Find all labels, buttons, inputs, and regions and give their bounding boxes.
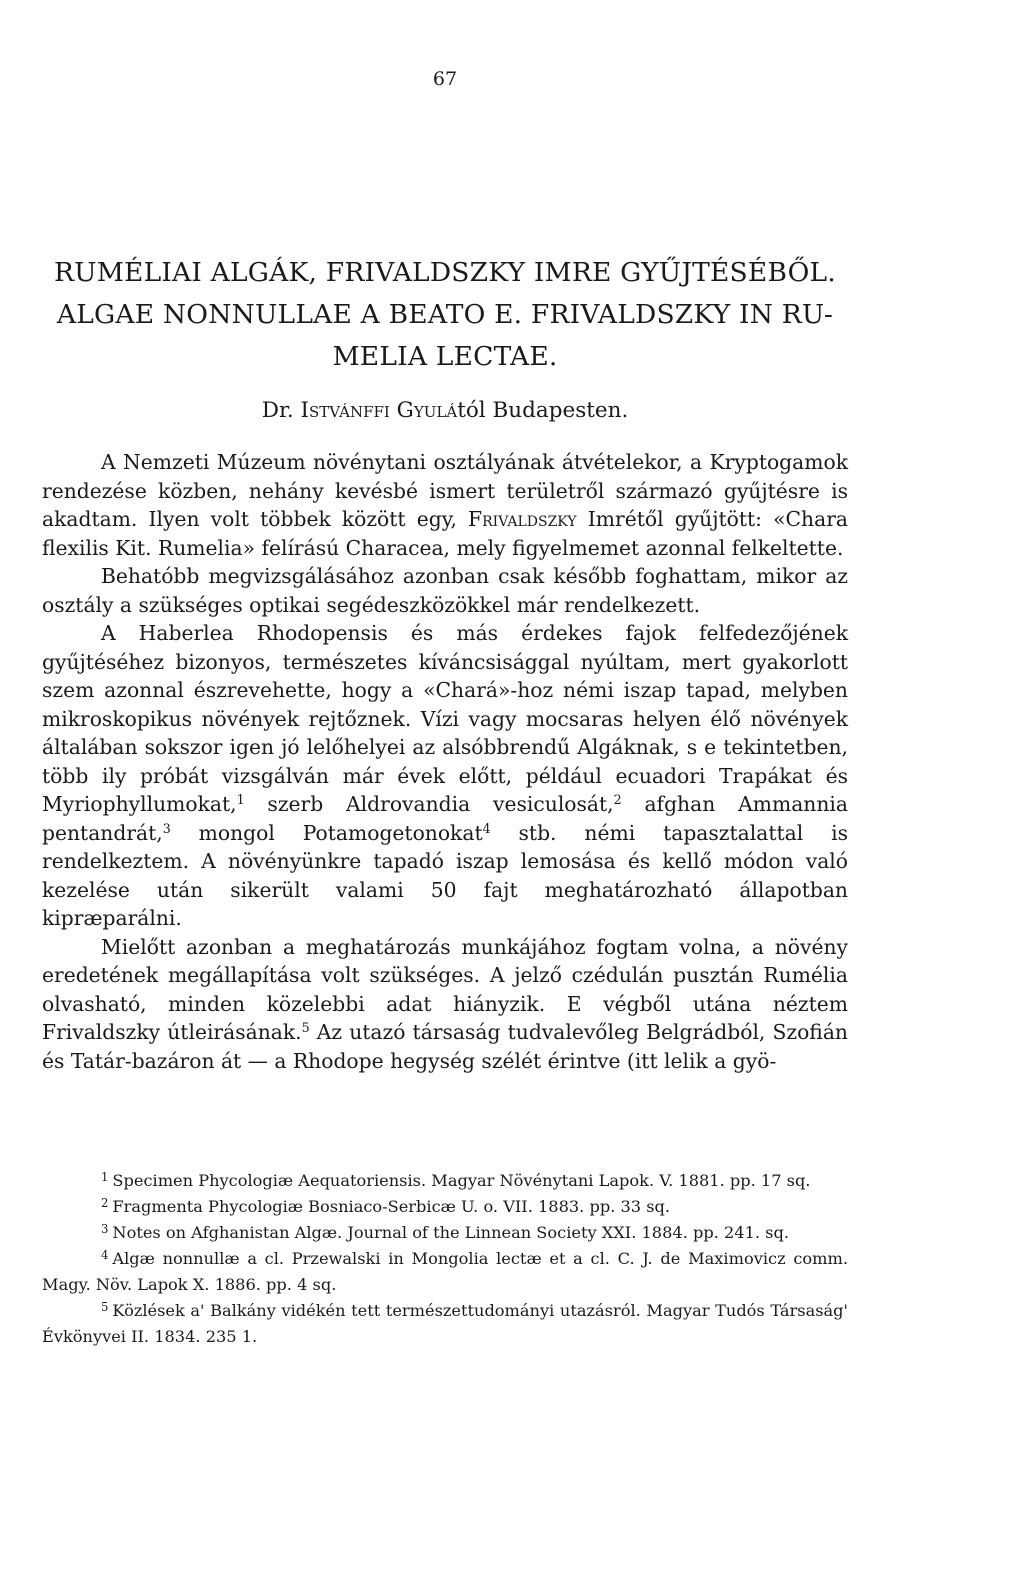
footnote-ref-5[interactable]: 5	[301, 1020, 310, 1036]
footnote-2	[42, 1194, 848, 1220]
author-given-name: Gyulá	[396, 398, 458, 423]
paragraph-1	[42, 448, 848, 562]
footnote-text: Notes on Afghanistan Algæ. Journal of the Linnean Society XXI. 1884. pp. 241. sq.	[112, 1223, 790, 1242]
footnote-ref-4[interactable]: 4	[482, 820, 491, 836]
author-line	[42, 398, 848, 423]
author-suffix: tól Budapesten.	[457, 398, 629, 423]
article-body	[42, 448, 848, 1075]
paragraph-1-text-b: Imrétől gyűjtött: «Chara flexilis Kit. Rumelia» felírású Characea, mely figyelmemet azonnal felkeltette.	[42, 507, 848, 560]
page-number: 67	[432, 68, 458, 90]
title-line-2: ALGAE NONNULLAE A BEATO E. FRIVALDSZKY IN RU-	[56, 299, 834, 330]
title-line-3: MELIA LECTAE.	[332, 341, 558, 372]
author-surname: Istvánffi	[300, 398, 390, 423]
title-line-1: RUMÉLIAI ALGÁK, FRIVALDSZKY IMRE GYŰJTÉSÉBŐL.	[54, 257, 836, 288]
paragraph-3-text-b: szerb Aldrovandia vesiculosát,	[244, 792, 614, 816]
paragraph-2: Behatóbb megvizsgálásához azonban csak később foghattam, mikor az osztály a szükséges optikai segédeszközökkel már rendelkezett.	[42, 564, 848, 617]
paragraph-1-name: Frivaldszky	[468, 507, 577, 531]
footnote-mark: 4	[101, 1247, 109, 1262]
footnote-mark: 1	[101, 1169, 109, 1184]
article-title	[42, 252, 848, 378]
paragraph-3-text-d: mongol Potamogetonokat	[170, 820, 483, 845]
paragraph-3-text-a: A Haberlea Rhodopensis és más érdekes fajok felfedezőjének gyűjtéséhez bizonyos, természetes kíváncsisággal nyúltam, mert gyakorlott szem azonnal észrevehette, hogy a «Chará»-hoz némi iszap tapad, melyben mikroskopikus növények rejtőznek. Vízi vagy mocsaras helyen élő növények általában sokszor igen jó lelőhelyei az alsóbbrendű Algáknak, s e tekintetben, több ily próbát vizsgálván már évek előtt, például ecuadori Trapákat és Myriophyllumokat,	[42, 621, 848, 816]
paragraph-3-text-e: stb. némi tapasztalattal is rendelkeztem. A növényünkre tapadó iszap lemosása és kellő módon való kezelése után sikerült valami 50 fajt meghatározható állapotban kipræparálni.	[42, 820, 848, 930]
footnote-ref-1[interactable]: 1	[236, 792, 245, 808]
footnote-1	[42, 1168, 848, 1194]
footnote-text: Fragmenta Phycologiæ Bosniaco-Serbicæ U. o. VII. 1883. pp. 33 sq.	[112, 1197, 671, 1216]
footnote-text: Specimen Phycologiæ Aequatoriensis. Magyar Növénytani Lapok. V. 1881. pp. 17 sq.	[112, 1171, 811, 1190]
footnote-text: Közlések a' Balkány vidékén tett természettudományi utazásról. Magyar Tudós Társaság' Évkönyvei II. 1834. 235 1.	[42, 1301, 848, 1346]
author-prefix: Dr.	[261, 398, 301, 423]
paragraph-4-text-b: Az utazó társaság tudvalevőleg Belgrádból, Szofián és Tatár-bazáron át — a Rhodope hegység szélét érintve (itt lelik a gyö-	[42, 1020, 848, 1073]
paragraph-3	[42, 619, 848, 933]
paragraph-4-text-a: Mielőtt azonban a meghatározás munkájához fogtam volna, a növény eredetének megállapítása volt szükséges. A jelző czédulán pusztán Rumélia olvasható, minden közelebbi adat hiányzik. E végből utána néztem Frivaldszky útleirásának.	[42, 934, 848, 1044]
paragraph-4	[42, 933, 848, 1076]
footnotes	[42, 1168, 848, 1350]
footnote-3	[42, 1220, 848, 1246]
footnote-5	[42, 1298, 848, 1350]
footnote-mark: 5	[101, 1299, 109, 1314]
footnote-4	[42, 1246, 848, 1298]
footnote-ref-3[interactable]: 3	[162, 820, 171, 836]
footnote-mark: 3	[101, 1221, 109, 1236]
paragraph-3-text-c: afghan Ammannia pentandrát,	[42, 792, 848, 845]
footnote-ref-2[interactable]: 2	[613, 792, 622, 808]
paragraph-1-text-a: A Nemzeti Múzeum növénytani osztályának átvételekor, a Kryptogamok rendezése közben, nehány kevésbé ismert területről származó gyűjtésre is akadtam. Ilyen volt többek között egy,	[42, 450, 848, 531]
document-page	[42, 0, 848, 1586]
footnote-mark: 2	[101, 1195, 109, 1210]
footnote-text: Algæ nonnullæ a cl. Przewalski in Mongolia lectæ et a cl. C. J. de Maximovicz comm. Magy. Növ. Lapok X. 1886. pp. 4 sq.	[42, 1249, 848, 1294]
